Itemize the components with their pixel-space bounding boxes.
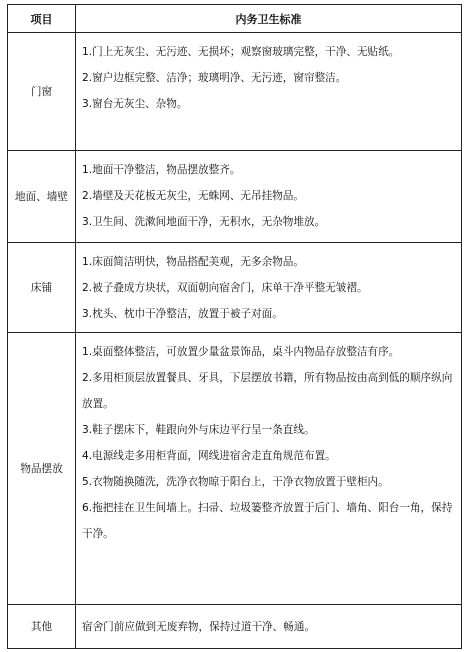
row-item-label: 其他	[8, 605, 76, 649]
standard-line: 1.床面简洁明快，物品搭配美观，无多余物品。	[82, 256, 304, 268]
standard-line: 2.多用柜顶层放置餐具、牙具，下层摆放书籍，所有物品按由高到低的顺序纵向放置。	[82, 372, 453, 410]
standard-line: 5.衣物随换随洗，洗净衣物晾于阳台上，干净衣物放置于壁柜内。	[82, 476, 389, 488]
table-row	[8, 151, 462, 243]
standard-line: 3.窗台无灰尘、杂物。	[82, 98, 188, 110]
row-content	[76, 333, 462, 605]
standard-line: 1.门上无灰尘、无污迹、无损坏；观察窗玻璃完整，干净、无贴纸。	[82, 46, 400, 58]
standard-line: 3.枕头、枕巾干净整洁，放置于被子对面。	[82, 308, 283, 320]
table-row	[8, 605, 462, 649]
standard-line: 4.电源线走多用柜背面，网线进宿舍走直角规范布置。	[82, 450, 336, 462]
standard-line: 1.桌面整体整洁，可放置少量盆景饰品，桌斗内物品存放整洁有序。	[82, 346, 400, 358]
standard-line: 2.被子叠成方块状，双面朝向宿舍门，床单干净平整无皱褶。	[82, 282, 368, 294]
header-item: 项目	[8, 5, 76, 33]
row-item-label: 门窗	[8, 33, 76, 151]
standard-line: 3.卫生间、洗漱间地面干净，无积水，无杂物堆放。	[82, 216, 326, 228]
row-content	[76, 243, 462, 333]
table-row	[8, 33, 462, 151]
table-header-row	[8, 5, 462, 33]
row-content	[76, 605, 462, 649]
standard-line: 2.墙壁及天花板无灰尘，无蛛网、无吊挂物品。	[82, 190, 304, 202]
row-content	[76, 33, 462, 151]
row-content	[76, 151, 462, 243]
header-standard: 内务卫生标准	[76, 5, 462, 33]
standard-line: 6.拖把挂在卫生间墙上。扫帚、垃圾篓整齐放置于后门、墙角、阳台一角，保持干净。	[82, 502, 453, 540]
standard-line: 2.窗户边框完整、洁净；玻璃明净、无污迹，窗帘整洁。	[82, 72, 347, 84]
standard-line: 1.地面干净整洁，物品摆放整齐。	[82, 164, 241, 176]
row-item-label: 物品摆放	[8, 333, 76, 605]
standard-line: 宿舍门前应做到无废弃物，保持过道干净、畅通。	[82, 620, 316, 633]
table-row	[8, 333, 462, 605]
row-item-label: 地面、墙壁	[8, 151, 76, 243]
hygiene-standard-table	[7, 4, 462, 649]
table-row	[8, 243, 462, 333]
standard-line: 3.鞋子摆床下，鞋跟向外与床边平行呈一条直线。	[82, 424, 315, 436]
row-item-label: 床铺	[8, 243, 76, 333]
